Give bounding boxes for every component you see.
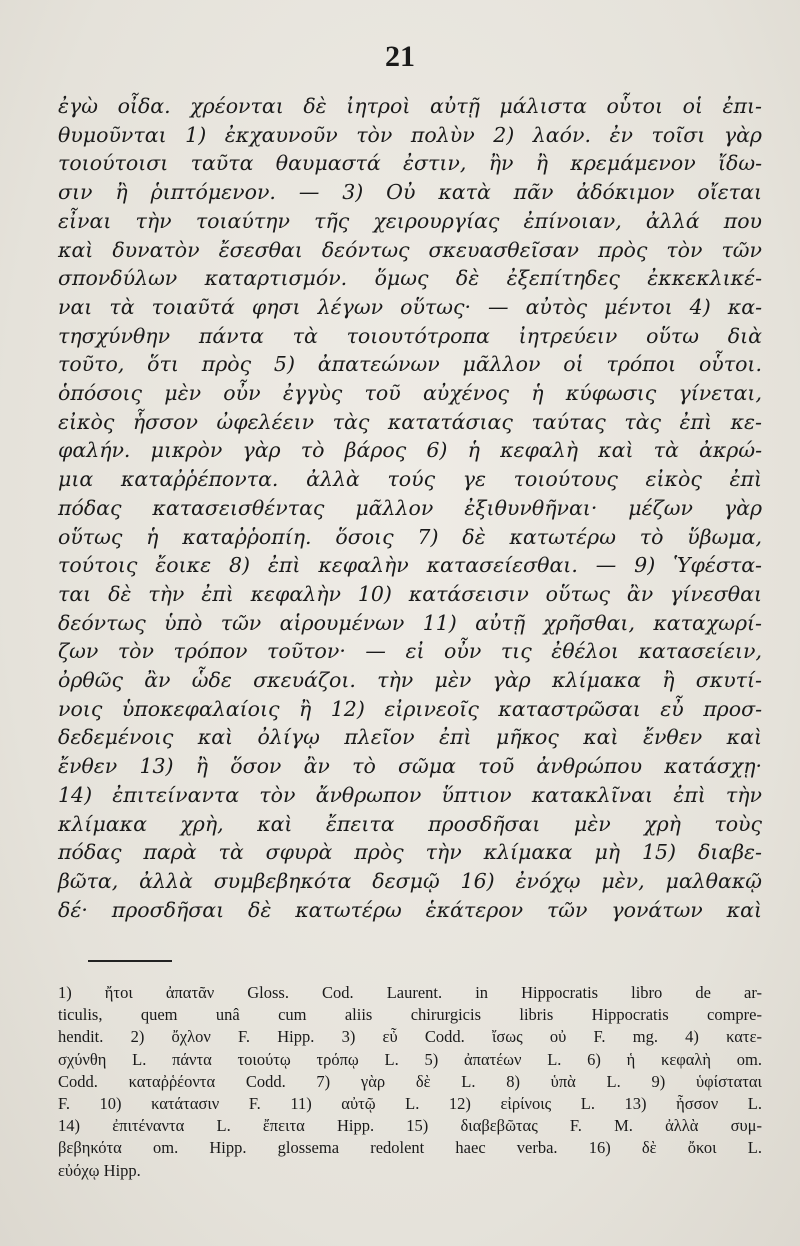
- footnote-line: εὐόχῳ Hipp.: [58, 1160, 141, 1180]
- footnote-line: 1) ἤτοι ἀπατᾶν Gloss. Cod. Laurent. in Hippocratis libro de ar-: [58, 983, 762, 1002]
- text-line: βῶτα, ἀλλὰ συμβεβηκότα δεσμῷ 16) ἐνόχῳ μὲν, μαλθακῷ: [58, 868, 762, 893]
- text-line: πόδας κατασεισθέντας μᾶλλον ἐξιθυνθῆναι· μέζων γὰρ: [58, 495, 762, 520]
- footnote-line: 14) ἐπιτέναντα L. ἔπειτα Hipp. 15) διαβεβῶτας F. M. ἀλλὰ συμ-: [58, 1116, 762, 1136]
- text-line: οὕτως ἡ καταῤῥοπίη. ὅσοις 7) δὲ κατωτέρω τὸ ὕβωμα,: [58, 524, 762, 549]
- footnote-line: F. 10) κατάτασιν F. 11) αὐτῷ L. 12) εἰρίνοις L. 13) ἧσσον L.: [58, 1094, 762, 1114]
- text-line: καὶ δυνατὸν ἔσεσθαι δεόντως σκευασθεῖσαν πρὸς τὸν τῶν: [58, 237, 762, 262]
- text-line: τούτοις ἔοικε 8) ἐπὶ κεφαλὴν κατασείεσθαι. — 9) Ὑφέστα-: [58, 553, 762, 578]
- text-line: ναι τὰ τοιαῦτά φησι λέγων οὕτως· — αὐτὸς μέντοι 4) κα-: [58, 294, 762, 319]
- text-line: ζων τὸν τρόπον τοῦτον· — εἰ οὖν τις ἐθέλοι κατασείειν,: [58, 639, 762, 664]
- text-line: ἔνθεν 13) ἢ ὅσον ἂν τὸ σῶμα τοῦ ἀνθρώπου κατάσχῃ·: [58, 754, 762, 779]
- text-line: σπονδύλων καταρτισμόν. ὅμως δὲ ἐξεπίτηδες ἐκκεκλικέ-: [58, 266, 762, 291]
- text-line: μια καταῤῥέποντα. ἀλλὰ τούς γε τοιούτους εἰκὸς ἐπὶ: [58, 467, 762, 492]
- text-line: δεδεμένοις καὶ ὀλίγῳ πλεῖον ἐπὶ μῆκος καὶ ἔνθεν καὶ: [58, 725, 762, 750]
- text-line: τησχύνθην πάντα τὰ τοιουτότροπα ἰητρεύειν οὕτω διὰ: [58, 323, 762, 348]
- text-line: σιν ἢ ῥιπτόμενον. — 3) Οὐ κατὰ πᾶν ἀδόκιμον οἴεται: [58, 180, 762, 205]
- footnote-line: ticulis, quem unâ cum aliis chirurgicis libris Hippocratis compre-: [58, 1005, 762, 1025]
- main-text: [58, 92, 762, 924]
- footnote-line: σχύνθη L. πάντα τοιούτῳ τρόπῳ L. 5) ἀπατέων L. 6) ἡ κεφαλὴ om.: [58, 1049, 762, 1069]
- footnote-divider: [88, 960, 172, 962]
- text-line: ὀρθῶς ἂν ὧδε σκευάζοι. τὴν μὲν γὰρ κλίμακα ἢ σκυτί-: [58, 668, 762, 693]
- footnote-line: Codd. καταῤῥέοντα Codd. 7) γὰρ δὲ L. 8) ὑπὰ L. 9) ὑφίσταται: [58, 1071, 762, 1091]
- text-line: πόδας παρὰ τὰ σφυρὰ πρὸς τὴν κλίμακα μὴ 15) διαβε-: [58, 840, 762, 865]
- text-line: ἐγὼ οἶδα. χρέονται δὲ ἰητροὶ αὐτῇ μάλιστα οὗτοι οἱ ἐπι-: [58, 94, 762, 118]
- text-line: εἶναι τὴν τοιαύτην τῆς χειρουργίας ἐπίνοιαν, ἀλλά που: [58, 208, 762, 233]
- text-line: νοις ὑποκεφαλαίοις ἢ 12) εἰρινεοῖς καταστρῶσαι εὖ προσ-: [58, 696, 762, 721]
- text-line: τοῦτο, ὅτι πρὸς 5) ἀπατεώνων μᾶλλον οἱ τρόποι οὗτοι.: [58, 352, 762, 377]
- footnotes: [58, 982, 762, 1182]
- text-line: ὁπόσοις μὲν οὖν ἐγγὺς τοῦ αὐχένος ἡ κύφωσις γίνεται,: [58, 381, 762, 406]
- text-line: ται δὲ τὴν ἐπὶ κεφαλὴν 10) κατάσεισιν οὕτως ἂν γίνεσθαι: [58, 581, 762, 606]
- text-line: κλίμακα χρὴ, καὶ ἔπειτα προσδῆσαι μὲν χρὴ τοὺς: [58, 811, 762, 836]
- text-line: εἰκὸς ἧσσον ὠφελέειν τὰς κατατάσιας ταύτας τὰς ἐπὶ κε-: [58, 409, 762, 434]
- text-line: 14) ἐπιτείναντα τὸν ἄνθρωπον ὕπτιον κατακλῖναι ἐπὶ τὴν: [58, 782, 762, 807]
- text-line: φαλήν. μικρὸν γὰρ τὸ βάρος 6) ἡ κεφαλὴ καὶ τὰ ἀκρώ-: [58, 438, 762, 463]
- text-line: δεόντως ὑπὸ τῶν αἱρουμένων 11) αὐτῇ χρῆσθαι, καταχωρί-: [58, 610, 762, 635]
- footnote-line: βεβηκότα om. Hipp. glossema redolent haec verba. 16) δὲ ὄκοι L.: [58, 1138, 762, 1158]
- footnote-line: hendit. 2) ὄχλον F. Hipp. 3) εὖ Codd. ἴσως οὐ F. mg. 4) κατε-: [58, 1027, 762, 1047]
- text-line: δέ· προσδῆσαι δὲ κατωτέρω ἑκάτερον τῶν γονάτων καὶ: [58, 897, 762, 922]
- page-number: 21: [385, 40, 415, 73]
- text-line: τοιούτοισι ταῦτα θαυμαστά ἐστιν, ἢν ἢ κρεμάμενον ἴδω-: [58, 151, 762, 176]
- text-line: θυμοῦνται 1) ἐκχαυνοῦν τὸν πολὺν 2) λαόν. ἐν τοῖσι γὰρ: [58, 122, 762, 147]
